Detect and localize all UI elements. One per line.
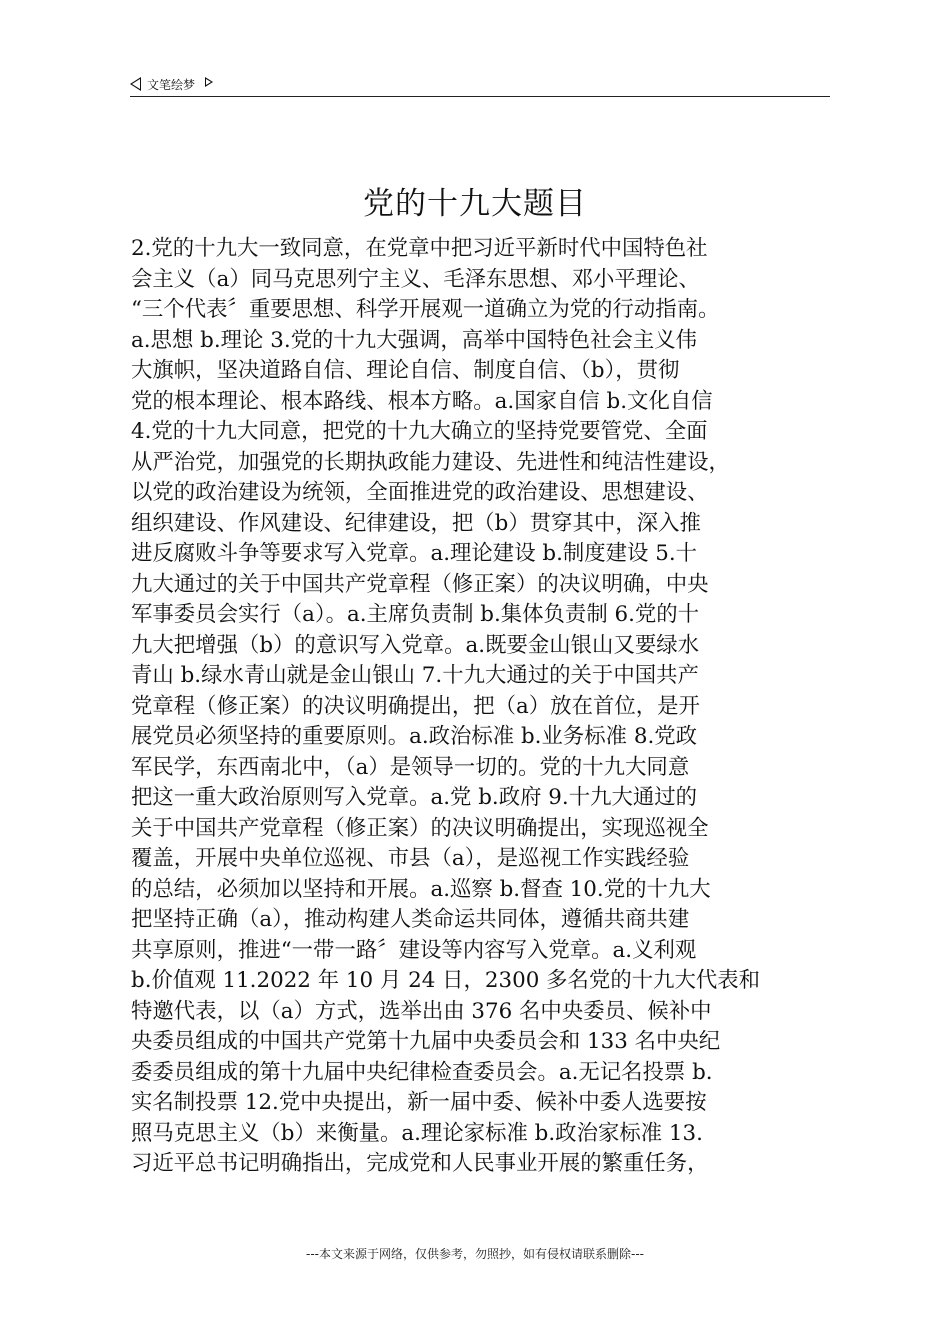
page-header <box>130 74 830 98</box>
body-line: “三个代表〞重要思想、科学开展观一道确立为党的行动指南。 <box>131 297 720 322</box>
body-line: 习近平总书记明确指出，完成党和人民事业开展的繁重任务， <box>131 1151 709 1176</box>
body-line: 照马克思主义（b）来衡量。a.理论家标准 b.政治家标准 13. <box>131 1120 703 1146</box>
body-line: 把坚持正确（a），推动构建人类命运共同体，遵循共商共建 <box>131 907 690 932</box>
body-line: 以党的政治建设为统领，全面推进党的政治建设、思想建设、 <box>131 480 709 505</box>
body-line: 关于中国共产党章程（修正案）的决议明确提出，实现巡视全 <box>131 815 709 841</box>
body-line: 央委员组成的中国共产党第十九届中央委员会和 133 名中央纪 <box>131 1029 721 1054</box>
body-line: 展党员必须坚持的重要原则。a.政治标准 b.业务标准 8.党政 <box>131 724 698 749</box>
body-line: b.价值观 11.2022 年 10 月 24 日，2300 多名党的十九大代表和 <box>131 968 761 993</box>
document-body <box>131 234 836 1180</box>
body-line: 军事委员会实行（a）。a.主席负责制 b.集体负责制 6.党的十 <box>131 602 700 627</box>
body-line: 青山 b.绿水青山就是金山银山 7.十九大通过的关于中国共产 <box>131 663 699 688</box>
body-line: 军民学，东西南北中，（a）是领导一切的。党的十九大同意 <box>131 754 690 780</box>
body-line: 党章程（修正案）的决议明确提出，把（a）放在首位，是开 <box>131 693 700 719</box>
body-line: a.思想 b.理论 3.党的十九大强调，高举中国特色社会主义伟 <box>131 327 698 353</box>
header-row <box>130 74 830 94</box>
body-line: 从严治党，加强党的长期执政能力建设、先进性和纯洁性建设， <box>131 449 730 475</box>
body-line: 特邀代表，以（a）方式，选举出由 376 名中央委员、候补中 <box>131 998 712 1024</box>
triangle-right-icon <box>205 77 213 87</box>
document-title: 党的十九大题目 <box>363 186 587 222</box>
body-line: 共享原则，推进“一带一路〞建设等内容写入党章。a.义利观 <box>131 937 697 963</box>
body-line: 会主义（a）同马克思列宁主义、毛泽东思想、邓小平理论、 <box>131 266 700 292</box>
footer-notice: ---本文来源于网络，仅供参考，勿照抄，如有侵权请联系删除--- <box>306 1247 644 1261</box>
body-line: 大旗帜，坚决道路自信、理论自信、制度自信、（b），贯彻 <box>131 358 680 383</box>
body-line: 把这一重大政治原则写入党章。a.党 b.政府 9.十九大通过的 <box>131 785 698 810</box>
body-line: 实名制投票 12.党中央提出，新一届中委、候补中委人选要按 <box>131 1090 707 1115</box>
triangle-left-icon <box>130 77 141 91</box>
body-line: 的总结，必须加以坚持和开展。a.巡察 b.督查 10.党的十九大 <box>131 876 711 902</box>
body-line: 九大把增强（b）的意识写入党章。a.既要金山银山又要绿水 <box>131 632 700 658</box>
body-line: 组织建设、作风建设、纪律建设，把（b）贯穿其中，深入推 <box>131 510 701 536</box>
body-line: 党的根本理论、根本路线、根本方略。a.国家自信 b.文化自信 <box>131 388 713 414</box>
body-line: 4.党的十九大同意，把党的十九大确立的坚持党要管党、全面 <box>131 419 708 444</box>
body-line: 覆盖，开展中央单位巡视、市县（a），是巡视工作实践经验 <box>131 846 690 871</box>
body-line: 进反腐败斗争等要求写入党章。a.理论建设 b.制度建设 5.十 <box>131 541 698 566</box>
body-line: 九大通过的关于中国共产党章程（修正案）的决议明确，中央 <box>131 571 709 597</box>
header-divider <box>130 96 830 97</box>
header-label: 文笔绘梦 <box>147 77 196 92</box>
body-line: 2.党的十九大一致同意，在党章中把习近平新时代中国特色社 <box>131 236 708 261</box>
body-line: 委委员组成的第十九届中央纪律检查委员会。a.无记名投票 b. <box>131 1059 713 1085</box>
